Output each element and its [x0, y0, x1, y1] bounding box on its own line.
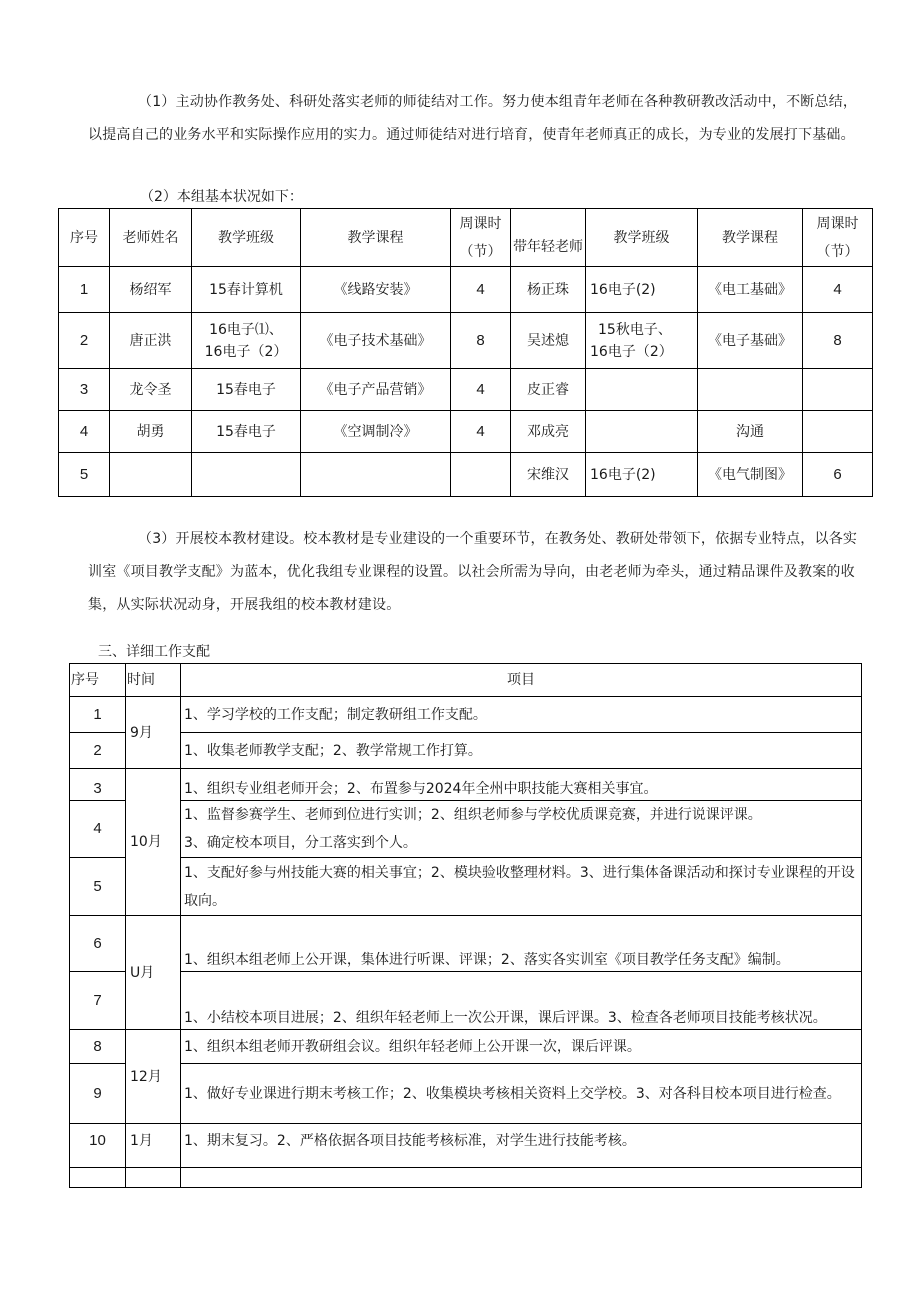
row-young: 杨正珠 — [511, 267, 586, 313]
row-item-line1: 1、监督参赛学生、老师到位进行实训；2、组织老师参与学校优质课竞赛，并进行说课评课。 — [184, 807, 762, 823]
spacer-cell — [126, 1168, 181, 1188]
row-no: 3 — [59, 369, 110, 411]
row-class — [192, 453, 301, 497]
table-row — [70, 801, 862, 858]
row-hours2: 4 — [803, 267, 873, 313]
table-row — [59, 267, 873, 313]
table-row — [70, 1030, 862, 1064]
row-item — [181, 801, 862, 858]
row-no: 5 — [59, 453, 110, 497]
header-teacher: 老师姓名 — [110, 209, 192, 267]
section-title: 三、详细工作支配 — [98, 644, 210, 660]
staff-table-header — [59, 209, 873, 267]
row-teacher: 胡勇 — [110, 411, 192, 453]
row-course — [301, 453, 451, 497]
row-no: 4 — [59, 411, 110, 453]
row-item: 1、收集老师教学支配；2、教学常规工作打算。 — [181, 733, 862, 769]
spacer-cell — [70, 1168, 126, 1188]
row-class — [192, 313, 301, 369]
row-no: 1 — [70, 697, 126, 733]
row-course: 《电子产品营销》 — [301, 369, 451, 411]
header-class: 教学班级 — [192, 209, 301, 267]
row-class-line2: 16电子（2） — [204, 343, 288, 360]
table-row — [70, 916, 862, 972]
row-teacher — [110, 453, 192, 497]
row-no: 6 — [70, 916, 126, 972]
row-course: 《线路安装》 — [301, 267, 451, 313]
paragraph-textbook: （3）开展校本教材建设。校本教材是专业建设的一个重要环节，在教务处、教研处带领下，依据专业特点，以各实训室《项目教学支配》为蓝本，优化我组专业课程的设置。以社会所需为导向，由老老师为牵头，通过精品课件及教案的收集，从实际状况动身，开展我组的校本教材建设。 — [88, 531, 858, 613]
row-item: 1、学习学校的工作支配；制定教研组工作支配。 — [181, 697, 862, 733]
row-no: 4 — [70, 801, 126, 858]
row-teacher: 杨绍军 — [110, 267, 192, 313]
row-young: 宋维汉 — [511, 453, 586, 497]
row-no: 10 — [70, 1124, 126, 1168]
row-course2: 《电工基础》 — [698, 267, 803, 313]
row-class-line1: 16电子⑴、 — [209, 321, 283, 338]
row-teacher: 龙令圣 — [110, 369, 192, 411]
row-class2: 16电子(2) — [586, 453, 698, 497]
staff-table — [58, 208, 873, 497]
table-row — [70, 972, 862, 1030]
schedule-table — [69, 663, 862, 1188]
row-hours2: 8 — [803, 313, 873, 369]
row-no: 9 — [70, 1064, 126, 1124]
row-hours: 4 — [451, 369, 511, 411]
row-young: 吴述熄 — [511, 313, 586, 369]
table-row — [70, 1124, 862, 1168]
row-item: 1、组织本组老师开教研组会议。组织年轻老师上公开课一次，课后评课。 — [181, 1030, 862, 1064]
header-no: 序号 — [59, 209, 110, 267]
row-no: 2 — [70, 733, 126, 769]
header-hours — [451, 209, 511, 267]
row-course2: 《电气制图》 — [698, 453, 803, 497]
row-class2 — [586, 369, 698, 411]
row-course2 — [698, 369, 803, 411]
row-no: 8 — [70, 1030, 126, 1064]
month-nov: U月 — [126, 916, 181, 1030]
row-teacher: 唐正洪 — [110, 313, 192, 369]
table-row — [70, 1064, 862, 1124]
table-row — [59, 453, 873, 497]
row-hours2: 6 — [803, 453, 873, 497]
row-class2 — [586, 411, 698, 453]
header-hours2-a: 周课时 — [816, 215, 859, 232]
row-class: 15春计算机 — [192, 267, 301, 313]
table-row — [59, 411, 873, 453]
row-no: 3 — [70, 769, 126, 801]
row-item: 1、小结校本项目进展；2、组织年轻老师上一次公开课，课后评课。3、检查各老师项目技能考核状况。 — [181, 972, 862, 1030]
table-row — [59, 313, 873, 369]
table-row — [70, 769, 862, 801]
row-hours2 — [803, 411, 873, 453]
row-item: 1、支配好参与州技能大赛的相关事宜；2、模块验收整理材料。3、进行集体备课活动和探讨专业课程的开设取向。 — [181, 858, 862, 916]
header-hours-a: 周课时 — [459, 215, 502, 232]
header-hours-b: （节） — [459, 243, 502, 260]
paragraph-basic-status-label: （2）本组基本状况如下： — [140, 189, 303, 205]
row-young: 皮正睿 — [511, 369, 586, 411]
row-no: 5 — [70, 858, 126, 916]
row-course: 《电子技术基础》 — [301, 313, 451, 369]
table-row — [59, 369, 873, 411]
spacer-cell — [181, 1168, 862, 1188]
row-hours: 4 — [451, 267, 511, 313]
row-hours: 8 — [451, 313, 511, 369]
row-class: 15春电子 — [192, 411, 301, 453]
row-no: 1 — [59, 267, 110, 313]
row-course2: 沟通 — [698, 411, 803, 453]
header-young-teacher: 带年轻老师 — [511, 209, 586, 267]
row-item: 1、期末复习。2、严格依据各项目技能考核标准，对学生进行技能考核。 — [181, 1124, 862, 1168]
row-hours — [451, 453, 511, 497]
header-hours2 — [803, 209, 873, 267]
row-course: 《空调制冷》 — [301, 411, 451, 453]
header-time: 时间 — [126, 664, 181, 697]
header-item: 项目 — [181, 664, 862, 697]
row-class2 — [586, 313, 698, 369]
header-course: 教学课程 — [301, 209, 451, 267]
row-course2: 《电子基础》 — [698, 313, 803, 369]
row-item: 1、做好专业课进行期末考核工作；2、收集模块考核相关资料上交学校。3、对各科目校本项目进行检查。 — [181, 1064, 862, 1124]
row-item: 1、组织专业组老师开会；2、布置参与2024年全州中职技能大赛相关事宜。 — [181, 769, 862, 801]
table-row — [70, 697, 862, 733]
month-oct: 10月 — [126, 769, 181, 916]
header-course2: 教学课程 — [698, 209, 803, 267]
row-class2: 16电子(2) — [586, 267, 698, 313]
schedule-table-header — [70, 664, 862, 697]
month-jan: 1月 — [126, 1124, 181, 1168]
row-class2-line2: 16电子（2） — [590, 343, 673, 360]
row-item-line2: 3、确定校本项目，分工落实到个人。 — [184, 835, 417, 851]
paragraph-mentoring: （1）主动协作教务处、科研处落实老师的师徒结对工作。努力使本组青年老师在各种教研教改活动中，不断总结，以提高自己的业务水平和实际操作应用的实力。通过师徒结对进行培育，使青年老师真正的成长，为专业的发展打下基础。 — [88, 94, 858, 143]
row-young: 邓成亮 — [511, 411, 586, 453]
month-sep: 9月 — [126, 697, 181, 769]
row-class2-line1: 15秋电子、 — [598, 321, 672, 338]
row-item: 1、组织本组老师上公开课，集体进行听课、评课；2、落实各实训室《项目教学任务支配》编制。 — [181, 916, 862, 972]
table-row — [70, 733, 862, 769]
row-hours: 4 — [451, 411, 511, 453]
row-hours2 — [803, 369, 873, 411]
month-dec: 12月 — [126, 1030, 181, 1124]
table-row-spacer — [70, 1168, 862, 1188]
header-no: 序号 — [70, 664, 126, 697]
header-class2: 教学班级 — [586, 209, 698, 267]
table-row — [70, 858, 862, 916]
header-hours2-b: （节） — [816, 243, 859, 260]
row-class: 15春电子 — [192, 369, 301, 411]
row-no: 2 — [59, 313, 110, 369]
row-no: 7 — [70, 972, 126, 1030]
